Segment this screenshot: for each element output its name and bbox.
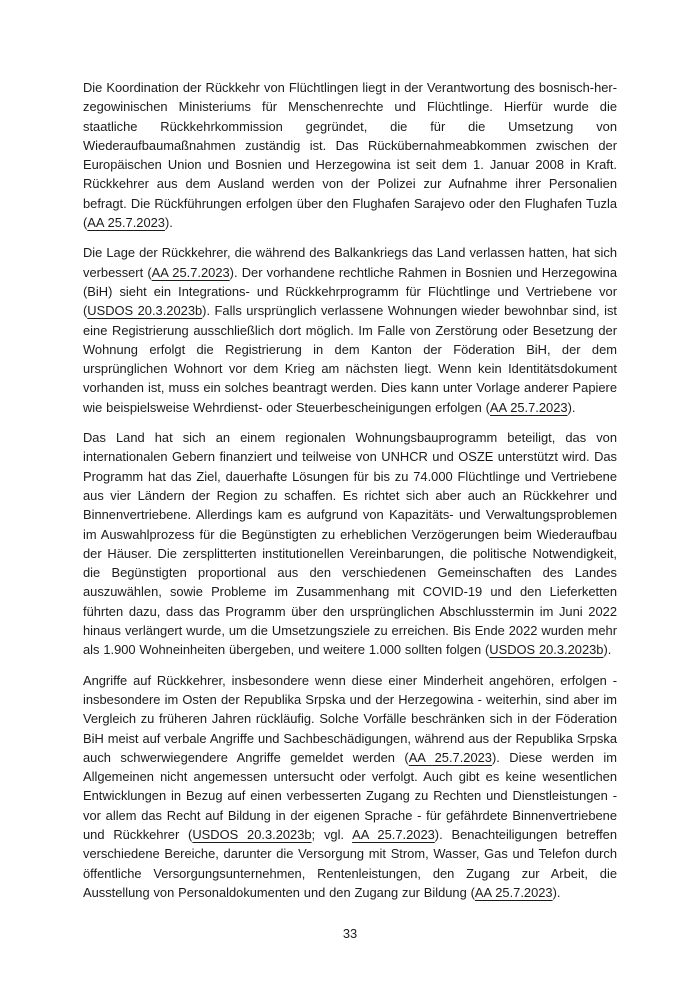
page-number: 33 bbox=[342, 926, 358, 941]
citation-link[interactable]: AA 25.7.2023 bbox=[474, 884, 553, 900]
paragraph-text: ; vgl. bbox=[311, 826, 353, 842]
paragraph-text: ). Diese werden im Allgemeinen nicht angemessen untersucht oder verfolgt. Auch gibt es keine wesentlichen Entwicklungen in Bezug auf einen verbesserten Zugang zu Rechten und Dienstleistungen - vor allem das Recht auf Bildung in der eigenen Sprache - für gefährdete Binnenvertriebene und Rückkehrer ( bbox=[83, 749, 618, 842]
citation-link[interactable]: USDOS 20.3.2023b bbox=[87, 303, 203, 319]
paragraph-text: Angriffe auf Rückkehrer, insbesondere wenn diese einer Minderheit angehören, erfolgen - insbesondere im Osten der Republika Srpska und der Herzegowina - weiterhin, sind aber im Vergleich zu früheren Jahren rückläufig. Solche Vorfälle beschränken sich in der Föderation BiH meist auf verbale Angriffe und Sachbeschädigungen, während aus der Republika Srpska auch schwerwiegendere Angriffe gemeldet werden ( bbox=[83, 672, 617, 765]
citation-link[interactable]: AA 25.7.2023 bbox=[87, 215, 165, 231]
paragraph-text: Die Lage der Rückkehrer, die während des Balkankriegs das Land verlassen hatten, hat sich verbessert ( bbox=[83, 245, 617, 280]
citation-link[interactable]: AA 25.7.2023 bbox=[408, 749, 492, 765]
paragraph-text: ). Der vorhandene rechtliche Rahmen in Bosnien und Herzegowina (BiH) sieht ein Integrations- und Rückkehrprogramm für Flüchtlinge und Vertriebene vor ( bbox=[83, 264, 618, 319]
citation-link[interactable]: USDOS 20.3.2023b bbox=[489, 642, 604, 658]
paragraph bbox=[83, 428, 617, 660]
paragraph-text: ). bbox=[164, 215, 173, 231]
paragraph bbox=[83, 671, 617, 903]
citation-link[interactable]: USDOS 20.3.2023b bbox=[192, 826, 312, 842]
paragraph bbox=[83, 78, 617, 232]
paragraph-text: Die Koordination der Rückkehr von Flüchtlingen liegt in der Verantwortung des bosnisch-herzegowinischen Ministeriums für Menschenrechte und Flüchtlinge. Hierfür wurde die staatliche Rückkehrkommission gegründet, die für die Umsetzung von Wiederaufbaumaßnahmen zuständig ist. Das Rückübernahmeabkommen zwischen der Europäischen Union und Bosnien und Herzegowina ist seit dem 1. Januar 2008 in Kraft. Rückkehrer aus dem Ausland werden von der Polizei zur Aufnahme ihrer Personalien befragt. Die Rückführungen erfolgen über den Flughafen Sarajevo oder den Flughafen Tuzla ( bbox=[83, 80, 617, 231]
citation-link[interactable]: AA 25.7.2023 bbox=[352, 826, 435, 842]
paragraph-text: ). Falls ursprünglich verlassene Wohnungen wieder bewohnbar sind, ist eine Registrierung ausschließlich dort möglich. Im Falle von Zerstörung oder Besetzung der Wohnung erfolgt die Registrierung in dem Kanton der Föderation BiH, der dem ursprünglichen Wohnort vor dem Krieg am nächsten liegt. Wenn kein Identitätsdokument vorhanden ist, muss ein solches beantragt werden. Dies kann unter Vorlage anderer Papiere wie beispielsweise Wehrdienst- oder Steuerbescheinigungen erfolgen ( bbox=[83, 303, 618, 415]
paragraph-text: ). Benachteiligungen betreffen verschiedene Bereiche, darunter die Versorgung mit Strom, Wasser, Gas und Telefon durch öffentliche Versorgungsunternehmen, Rentenleistungen, den Zugang zur Arbeit, die Ausstellung von Personaldokumenten und den Zugang zur Bildung ( bbox=[83, 826, 618, 900]
paragraph-text: ). bbox=[567, 399, 576, 415]
document-body bbox=[83, 78, 617, 902]
paragraph-text: ). bbox=[552, 884, 561, 900]
paragraph bbox=[83, 243, 617, 417]
citation-link[interactable]: AA 25.7.2023 bbox=[151, 264, 230, 280]
paragraph-text: ). bbox=[603, 642, 612, 658]
paragraph-text: Das Land hat sich an einem regionalen Wohnungsbauprogramm beteiligt, das von internationalen Gebern finanziert und teilweise von UNHCR und OSZE unterstützt wird. Das Programm hat das Ziel, dauerhafte Lösungen für bis zu 74.000 Flüchtlinge und Vertriebene aus vier Ländern der Region zu schaffen. Es richtet sich aber auch an Rückkehrer und Binnenvertriebene. Allerdings kam es aufgrund von Kapazitäts- und Verwaltungsproblemen im Auswahlprozess für die Begünstigten zu erheblichen Verzögerungen beim Wiederaufbau der Häuser. Die zersplitterten institutionellen Vereinbarungen, die politische Notwendigkeit, die Begünstigten proportional aus den verschiedenen Gemeinschaften des Landes auszuwählen, sowie Probleme im Zusammenhang mit COVID-19 und den Lieferketten führten dazu, dass das Programm über den ursprünglichen Abschlusstermin im Juni 2022 hinaus verlängert wurde, um die Umsetzungsziele zu erreichen. Bis Ende 2022 wurden mehr als 1.900 Wohneinheiten übergeben, und weitere 1.000 sollten folgen ( bbox=[83, 430, 617, 658]
citation-link[interactable]: AA 25.7.2023 bbox=[489, 399, 568, 415]
